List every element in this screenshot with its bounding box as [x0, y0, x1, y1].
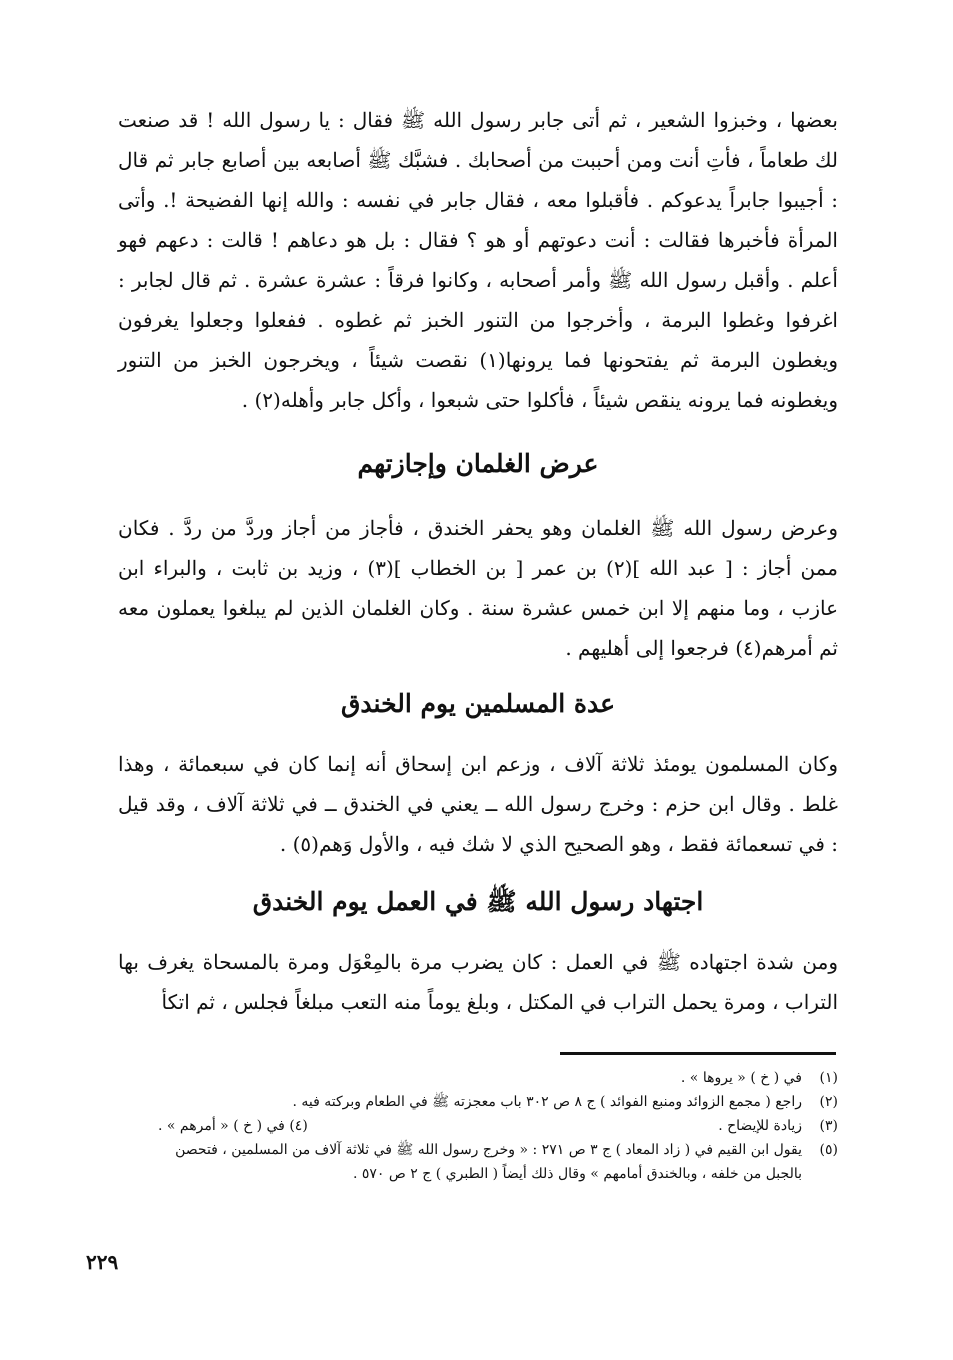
- footnote-divider: [560, 1052, 836, 1055]
- main-text: [118, 100, 838, 1022]
- footnote-3-4: [138, 1114, 838, 1138]
- paragraph-prophet-effort: ومن شدة اجتهاده ﷺ في العمل : كان يضرب مرة بالمِعْوَل ومرة بالمسحاة يغرف بها التراب ، ومرة يحمل التراب في المكتل ، وبلغ يوماً منه التعب مبلغاً فجلس ، ثم اتكأ: [118, 950, 838, 1014]
- heading-boys-review: عرض الغلمان وإجازتهم: [357, 449, 599, 478]
- footnote-number: (٣): [819, 1118, 838, 1134]
- footnote-number: (٥): [819, 1142, 838, 1158]
- footnote-number: (٢): [819, 1094, 838, 1110]
- footnotes: [138, 1066, 838, 1186]
- footnote-1: [138, 1066, 838, 1090]
- page-number: ٢٢٩: [86, 1250, 119, 1274]
- footnote-text: يقول ابن القيم في ( زاد المعاد ) ج ٣ ص ٢٧١ : « وخرج رسول الله ﷺ في ثلاثة آلاف من المسلمين ، فتحصن بالجبل من خلفه ، وبالخندق أمامهم » وقال ذلك أيضاً ( الطبري ) ج ٢ ص ٥٧٠ .: [175, 1142, 802, 1182]
- footnote-2: [138, 1090, 838, 1114]
- paragraph-muslims-count: وكان المسلمون يومئذ ثلاثة آلاف ، وزعم ابن إسحاق أنه إنما كان في سبعمائة ، وهذا غلط . وقال ابن حزم : وخرج رسول الله ــ يعني في الخندق ــ في ثلاثة آلاف ، وقد قيل : في تسعمائة فقط ، وهو الصحيح الذي لا شك فيه ، والأول وَهم(٥) .: [118, 752, 838, 856]
- footnote-number: (١): [819, 1070, 838, 1086]
- heading-prophet-effort: اجتهاد رسول الله ﷺ في العمل يوم الخندق: [252, 887, 704, 916]
- footnote-4-text: (٤) في ( خ ) « أمرهم » .: [158, 1118, 308, 1134]
- paragraph-boys-review: وعرض رسول الله ﷺ الغلمان وهو يحفر الخندق ، فأجاز من أجاز وردَّ من ردَّ . فكان ممن أجاز : [ عبد الله ](٢) بن عمر [ بن الخطاب ](٣) ، وزيد بن ثابت ، والبراء ابن عازب ، وما منهم إلا ابن خمس عشرة سنة . وكان الغلمان الذين لم يبلغوا يعملون معه ثم أمرهم(٤) فرجعوا إلى أهليهم .: [118, 516, 838, 660]
- paragraph-jabir-feast: بعضها ، وخبزوا الشعير ، ثم أتى جابر رسول الله ﷺ فقال : يا رسول الله ! قد صنعت لك طعاماً ، فأتِ أنت ومن أحببت من أصحابك . فشبَّك ﷺ أصابعه بين أصابع جابر ثم قال : أجيبوا جابراً يدعوكم . فأقبلوا معه ، فقال جابر في نفسه : والله إنها الفضيحة !. وأتى المرأة فأخبرها فقالت : أنت دعوتهم أو هو ؟ فقال : بل هو دعاهم ! قالت : دعهم فهو أعلم . وأقبل رسول الله ﷺ وأمر أصحابه ، وكانوا فرقاً : عشرة عشرة . ثم قال لجابر : اغرفوا وغطوا البرمة ، وأخرجوا من التنور الخبز ثم غطوه . ففعلوا وجعلوا يغرفون ويغطون البرمة ثم يفتحونها فما يرونها(١) نقصت شيئاً ، ويخرجون الخبز من التنور ويغطونه فما يرونه ينقص شيئاً ، فأكلوا حتى شبعوا ، وأكل جابر وأهله(٢) .: [118, 108, 838, 412]
- footnote-text: راجع ( مجمع الزوائد ومنبع الفوائد ) ج ٨ ص ٣٠٢ باب معجزته ﷺ في الطعام وبركته فيه .: [292, 1094, 802, 1110]
- footnote-5: [138, 1138, 838, 1186]
- heading-muslims-count: عدة المسلمين يوم الخندق: [341, 689, 615, 718]
- footnote-text: زيادة للإيضاح .: [718, 1118, 802, 1134]
- footnote-text: في ( خ ) « يروها » .: [680, 1070, 802, 1086]
